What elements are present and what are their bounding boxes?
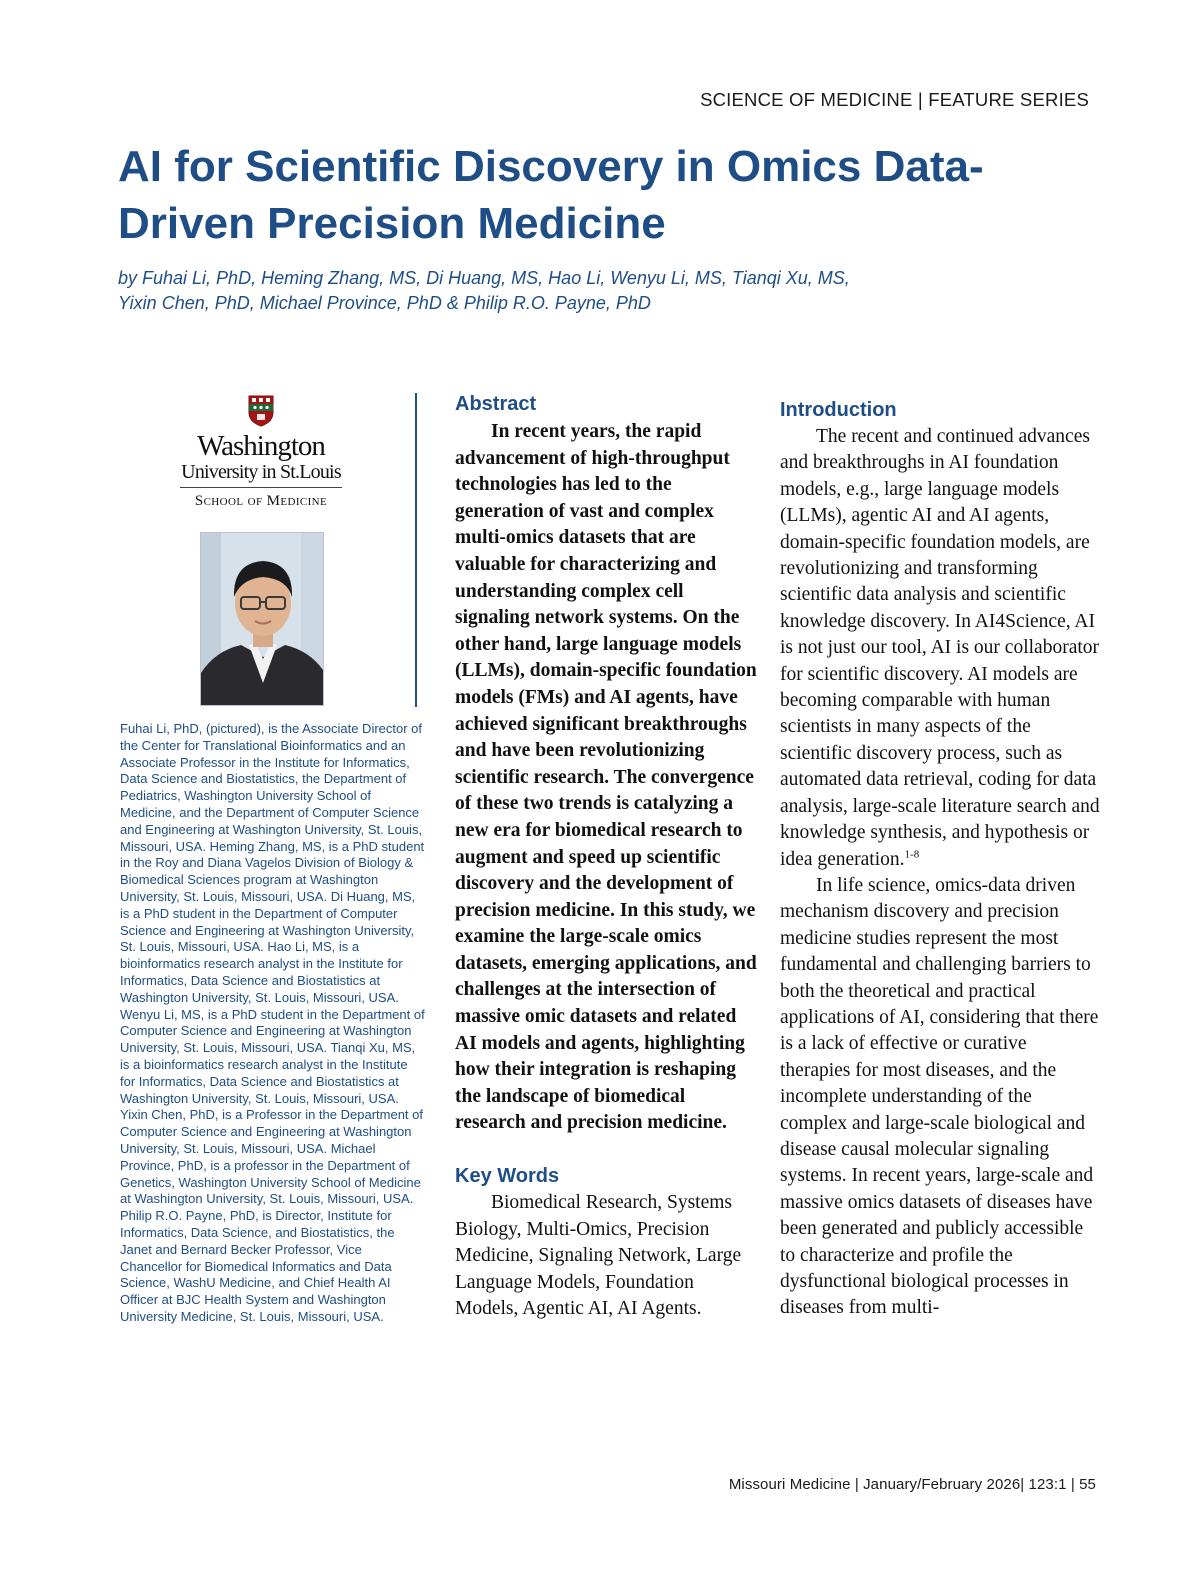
keywords-heading: Key Words [455,1165,560,1188]
logo-wordmark-washington: Washington [197,430,325,462]
author-bio-text: Fuhai Li, PhD, (pictured), is the Associate Director of the Center for Translational Bioinformatics and an Associate Professor in the Institute for Informatics, Data Science and Biostatistics, the Department of Pediatrics, Washington University School of Medicine, and the Department of Computer Science and Engineering at Washington University, St. Louis, Missouri, USA. Heming Zhang, MS, is a PhD student in the Roy and Diana Vagelos Division of Biology & Biomedical Sciences program at Washington University, St. Louis, Missouri, USA. Di Huang, MS, is a PhD student in the Department of Computer Science and Engineering at Washington University, St. Louis, Missouri, USA. Hao Li, MS, is a bioinformatics research analyst in the Institute for Informatics, Data Science and Biostatistics at Washington University, St. Louis, Missouri, USA. Wenyu Li, MS, is a PhD student in the Department of Computer Science and Engineering at Washington University, St. Louis, Missouri, USA. Tianqi Xu, MS, is a bioinformatics research analyst in the Institute for Informatics, Data Science and Biostatistics at Washington University, St. Louis, Missouri, USA. Yixin Chen, PhD, is a Professor in the Department of Computer Science and Engineering at Washington University, St. Louis, Missouri, USA. Michael Province, PhD, is a professor in the Department of Genetics, Washington University School of Medicine at Washington University, St. Louis, Missouri, USA. Philip R.O. Payne, PhD, is Director, Institute for Informatics, Data Science, and Biostatistics, the Janet and Bernard Becker Professor, Vice Chancellor for Biomedical Informatics and Data Science, WashU Medicine, and Chief Health AI Officer at BJC Health System and Washington University Medicine, St. Louis, Missouri, USA. [120,721,425,1324]
introduction-paragraph-1 [780,424,1100,873]
abstract-text: In recent years, the rapid advancement of high-throughput technologies has led to the generation of vast and complex multi-omics datasets that are valuable for characterizing and understanding complex cell signaling network systems. On the other hand, large language models (LLMs), domain-specific foundation models (FMs) and AI agents, have achieved significant breakthroughs and have been revolutionizing scientific research. The convergence of these two trends is catalyzing a new era for biomedical research to augment and speed up scientific discovery and the development of precision medicine. In this study, we examine the large-scale omics datasets, emerging applications, and challenges at the intersection of massive omic datasets and related AI models and agents, highlighting how their integration is reshaping the landscape of biomedical research and precision medicine. [455,421,757,1134]
page-footer: Missouri Medicine | January/February 2026| 123:1 | 55 [728,1476,1096,1493]
byline-line-2: Yixin Chen, PhD, Michael Province, PhD & Philip R.O. Payne, PhD [118,293,651,313]
author-bio [120,721,425,1326]
column-divider-rule [415,393,417,707]
university-shield-icon [248,395,274,427]
university-logo [176,395,346,510]
logo-divider [180,487,342,488]
author-portrait-image [201,533,324,706]
introduction-paragraph-1-text: The recent and continued advances and breakthroughs in AI foundation models, e.g., large language models (LLMs), agentic AI and AI agents, domain-specific foundation models, are revolutionizing and transforming scientific data analysis and scientific knowledge discovery. In AI4Science, AI is not just our tool, AI is our collaborator for scientific discovery. AI models are becoming comparable with human scientists in many aspects of the scientific discovery process, such as automated data retrieval, coding for data analysis, large-scale literature search and knowledge synthesis, and hypothesis or idea generation. [780,426,1100,870]
logo-school-name: School of Medicine [194,493,328,509]
author-byline [118,266,1078,316]
keywords-text: Biomedical Research, Systems Biology, Multi-Omics, Precision Medicine, Signaling Network, Large Language Models, Foundation Models, Agentic AI, AI Agents. [455,1192,742,1320]
abstract-heading: Abstract [455,393,537,415]
introduction-column [780,398,1100,1322]
introduction-paragraph-2: In life science, omics-data driven mechanism discovery and precision medicine studies represent the most fundamental and challenging barriers to both the theoretical and practical applications of AI, considering that there is a lack of effective or curative therapies for most diseases, and the incomplete understanding of the complex and large-scale biological and disease causal molecular signaling systems. In recent years, large-scale and massive omics datasets of diseases have been generated and publicly accessible to characterize and profile the dysfunctional biological processes in diseases from multi- [780,874,1099,1319]
citation-reference: 1-8 [904,848,920,860]
abstract-column [455,392,760,1323]
article-title: AI for Scientific Discovery in Omics Data-Driven Precision Medicine [118,142,984,248]
author-portrait [200,532,324,706]
introduction-heading: Introduction [780,399,897,421]
byline-line-1: by Fuhai Li, PhD, Heming Zhang, MS, Di Huang, MS, Hao Li, Wenyu Li, MS, Tianqi Xu, MS, [118,268,850,288]
feature-series-label: SCIENCE OF MEDICINE | FEATURE SERIES [700,89,1089,110]
logo-wordmark-university: University in St.Louis [181,461,341,483]
